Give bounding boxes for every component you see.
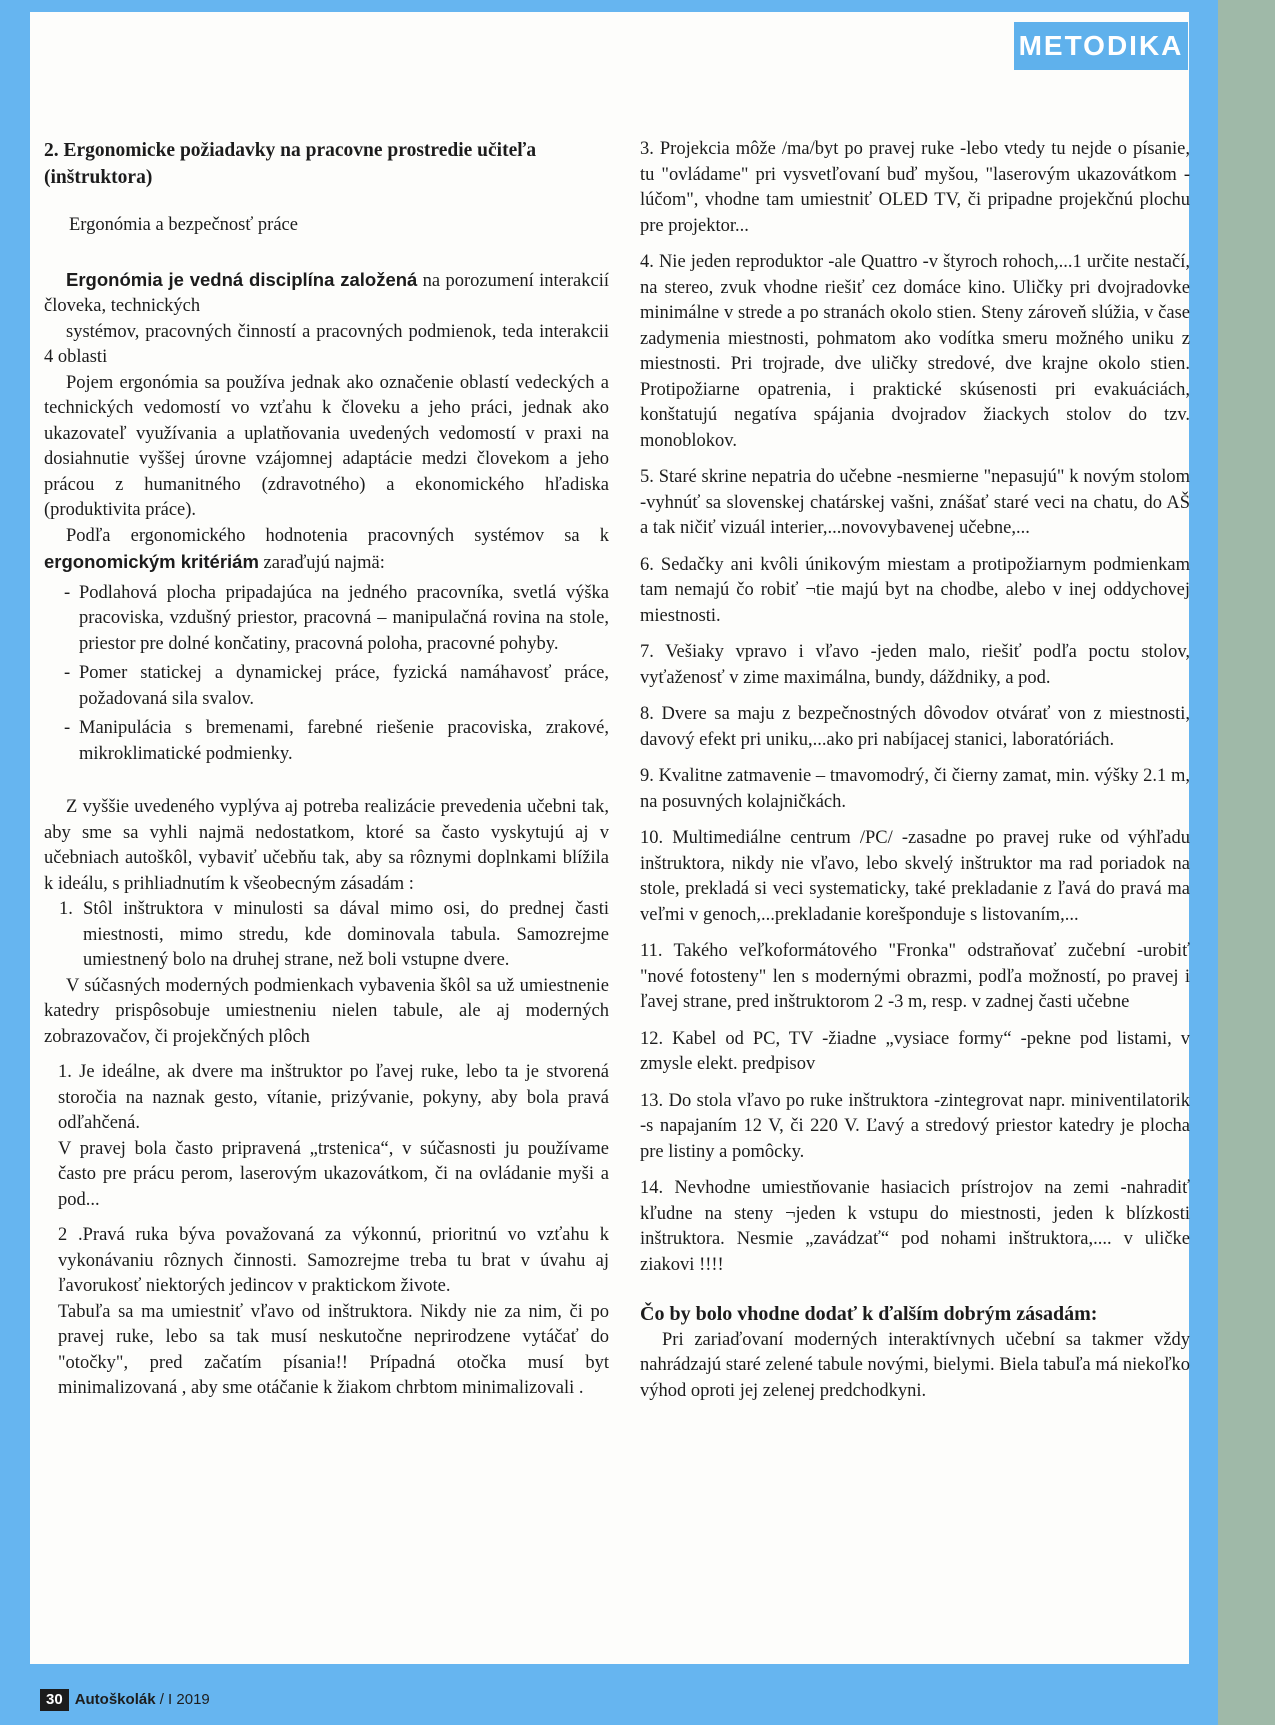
page-footer — [40, 1689, 210, 1711]
magazine-name: Autoškolák — [74, 1691, 156, 1708]
definition-paragraph — [44, 267, 609, 320]
paragraph-sucasnych: V súčasných moderných podmienkach vybavenia škôl sa už umiestnenie katedry prispôsobuje umiestneniu nielen tabule, ale aj moderných zobrazovačov, či projekčných plôch — [44, 975, 609, 1047]
list-item: 8. Dvere sa maju z bezpečnostných dôvodov otvárať von z miestnosti, davový efekt pri uniku,...ako pri nabíjacej stanici, laboratóriách. — [640, 704, 1190, 750]
paragraph-podla-b: zaraďujú najmä: — [258, 553, 385, 573]
list-item: 7. Vešiaky vpravo i vľavo -jeden malo, riešiť podľa poctu stolov, vyťaženosť v zime maximálna, bundy, dáždniky, a pod. — [640, 642, 1190, 688]
paragraph-podla-bold: ergonomickým kritériám — [44, 551, 259, 572]
list-item — [44, 897, 609, 974]
subtitle: Ergonómia a bezpečnosť práce — [69, 215, 298, 235]
definition-line2: systémov, pracovných činností a pracovných podmienok, teda interakcii 4 oblasti — [44, 321, 609, 367]
list-item: 12. Kabel od PC, TV -žiadne „vysiace formy“ -pekne pod listami, v zmysle elekt. predpisov — [640, 1028, 1190, 1074]
paragraph-prava: 2 .Pravá ruka býva považovaná za výkonnú, prioritnú vo vzťahu k vykonávaniu rôznych činnosti. Samozrejme treba tu brat v úvahu aj ľavorukosť niektorých jedincov v praktickom živote. — [58, 1225, 609, 1296]
paragraph-podla — [44, 524, 609, 577]
paragraph-podla-a: Podľa ergonomického hodnotenia pracovných systémov sa k — [66, 525, 609, 546]
paragraph-trstenica: V pravej bola často pripravená „trstenica“, v súčasnosti ju používame často pre prácu perom, laserovým ukazovátkom, či na ovládanie myši a pod... — [58, 1138, 609, 1210]
numbered-list — [44, 897, 609, 974]
definition-bold: Ergonómia je vedná disciplína založená — [66, 268, 418, 290]
list-item: 5. Staré skrine nepatria do učebne -nesmierne "nepasujú" k novým stolom -vyhnúť sa slovenskej chatárskej vašni, znášať staré veci na chatu, do AŠ a tak ničiť vizuál interier,...novovybavenej učebne,... — [640, 467, 1190, 538]
page-number: 30 — [40, 1689, 69, 1711]
list-item-text: Stôl inštruktora v minulosti sa dával mimo osi, do prednej časti miestnosti, mimo stredu, kde dominovala tabula. Samozrejme umiestnený bolo na druhej strane, než boli vstupne dvere. — [83, 899, 609, 970]
left-column — [44, 137, 609, 1402]
section-heading: 2. Ergonomicke požiadavky na pracovne prostredie učiteľa (inštruktora) — [44, 140, 537, 188]
list-item: 9. Kvalitne zatmavenie – tmavomodrý, či čierny zamat, min. výšky 2.1 m, na posuvných kolajničkách. — [640, 766, 1190, 812]
section-badge: METODIKA — [1014, 22, 1188, 70]
list-item: - Manipulácia s bremenami, farebné riešenie pracoviska, zrakové, mikroklimatické podmienky. — [44, 716, 609, 767]
paragraph-ideal: 1. Je ideálne, ak dvere ma inštruktor po ľavej ruke, lebo ta je stvorená storočia na naznak gesto, vítanie, prizývanie, pokyny, aby bola pravá odľahčená. — [58, 1062, 609, 1133]
final-heading: Čo by bolo vhodne dodať k ďalším dobrým zásadám: — [640, 1303, 1098, 1325]
list-item: 4. Nie jeden reproduktor -ale Quattro -v štyroch rohoch,...1 určite nestačí, na stereo, zvuk vhodne riešiť cez domáce kino. Uličky pri dvojradovke minimálne v strede a po stranách okolo stien. Steny zároveň slúžia, v čase zadymenia miestnosti, pohmatom ako vodítka smeru možného uniku z miestnosti. Pri trojrade, dve uličky stredové, dve krajne okolo stien. Protipožiarne opatrenia, i praktické skúsenosti pri evakuáciách, konštatujú negatíva spájania dvojradov žiackych stolov do tzv. monoblokov. — [640, 252, 1190, 451]
list-item: 10. Multimediálne centrum /PC/ -zasadne po pravej ruke od výhľadu inštruktora, nikdy nie vľavo, lebo skvelý inštruktor ma rad poriadok na stole, prekladá si veci systematicky, také prekladanie z ľavá do pravá ma veľmi v genoch,...prekladanie korešponduje s listovaním,... — [640, 828, 1190, 925]
paragraph-zvyssie: Z vyššie uvedeného vyplýva aj potreba realizácie prevedenia učebni tak, aby sme sa vyhli najmä nedostatkom, ktoré sa často vyskytujú aj v učebniach autoškôl, vybaviť učebňu tak, aby sa rôznymi doplnkami blížila k ideálu, s prihliadnutím k všeobecným zásadám : — [44, 797, 609, 894]
final-paragraph: Pri zariaďovaní moderných interaktívnych učební sa takmer vždy nahrádzajú staré zelené tabule novými, bielymi. Biela tabuľa má niekoľko výhod oproti jej zelenej predchodkyni. — [640, 1329, 1190, 1401]
list-item: 6. Sedačky ani kvôli únikovým miestam a protipožiarnym podmienkam tam nemajú čo robiť ¬tie majú byt na chodbe, alebo v inej oddychovej miestnosti. — [640, 554, 1190, 626]
paragraph-pojem: Pojem ergonómia sa používa jednak ako označenie oblastí vedeckých a technických vedomostí vo vzťahu k človeku a jeho práci, jednak ako ukazovateľ využívania a uplatňovania uvedených vedomostí v praxi na dosiahnutie vyššej úrovne vzájomnej adaptácie medzi človekom a jeho prácou z humanitného (zdravotného) a ekonomického hľadiska (produktivita práce). — [44, 372, 609, 520]
list-item: - Pomer statickej a dynamickej práce, fyzická namáhavosť práce, požadovaná sila svalov. — [44, 661, 609, 712]
definition-rest: na porozumení interakcií človeka, technických — [44, 270, 609, 316]
list-item: - Podlahová plocha pripadajúca na jedného pracovníka, svetlá výška pracoviska, vzdušný priestor, pracovná – manipulačná rovina na stole, priestor pre dolné končatiny, pracovná poloha, pracovné pohyby. — [44, 581, 609, 658]
criteria-list — [44, 581, 609, 768]
list-item: 11. Takého veľkoformátového "Fronka" odstraňovať zučební -urobiť "nové fotosteny" len s modernými obrazmi, podľa možností, po pravej i ľavej strane, pred inštruktorom 2 -3 m, resp. v zadnej časti učebne — [640, 941, 1190, 1012]
list-number: 1. — [59, 899, 73, 919]
right-column — [640, 137, 1190, 1404]
list-item: 14. Nevhodne umiestňovanie hasiacich prístrojov na zemi -nahradiť kľudne na steny ¬jeden k vstupu do miestnosti, jeden k blízkosti inštruktora. Nesmie „zavádzať“ pod nohami inštruktora,.... v uličke ziakovi !!!! — [640, 1178, 1190, 1275]
list-item: 13. Do stola vľavo po ruke inštruktora -zintegrovat napr. miniventilatorik -s napajaním 12 V, či 220 V. Ľavý a stredový priestor katedry je plocha pre listiny a pomôcky. — [640, 1090, 1190, 1162]
list-item: 3. Projekcia môže /ma/byt po pravej ruke -lebo vtedy tu nejde o písanie, tu "ovládame" pri vysvetľovaní buď myšou, "laserovým ukazovátkom -lúčom", vhodne tam umiestniť OLED TV, či pripadne projekčnú plochu pre projektor... — [640, 139, 1190, 236]
paragraph-tabula: Tabuľa sa ma umiestniť vľavo od inštruktora. Nikdy nie za nim, či po pravej ruke, lebo sa tak musí neskutočne neprirodzene vytáčať do "otočky", pred začatím písania!! Prípadná otočka musí byt minimalizovaná , aby sme otáčanie k žiakom chrbtom minimalizovali . — [58, 1301, 609, 1398]
issue-label: / I 2019 — [159, 1691, 210, 1708]
